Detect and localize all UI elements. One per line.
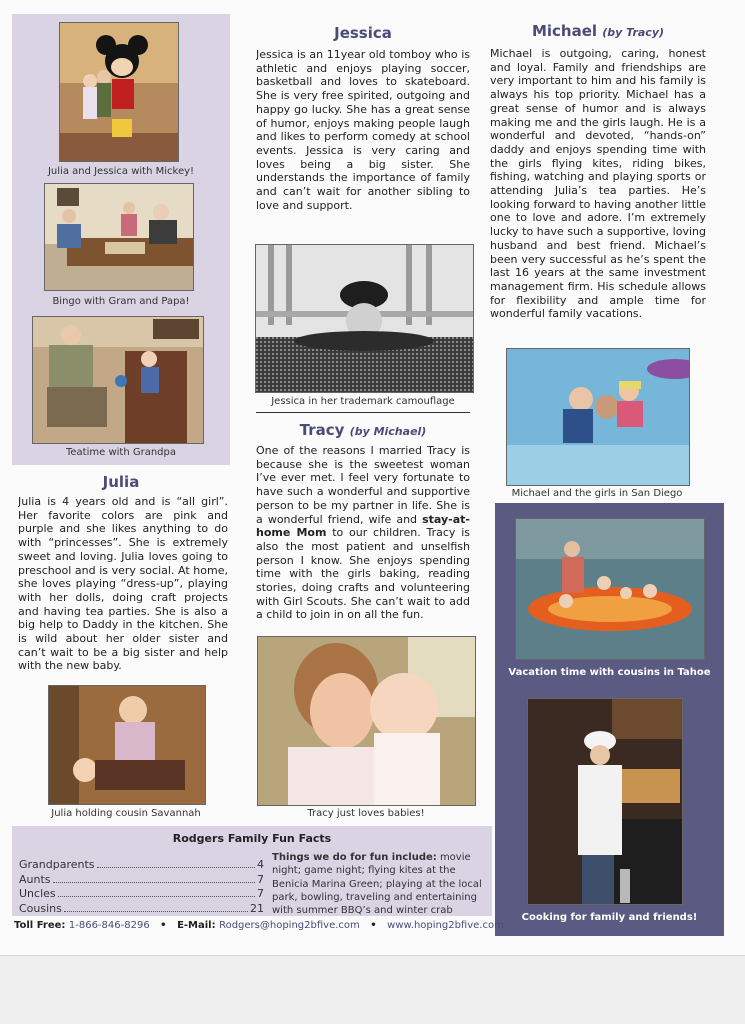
fact-cousins [19, 902, 264, 917]
fun-activities-label: Things we do for fun include: [272, 852, 437, 863]
photo-san-diego [506, 348, 690, 486]
julia-savannah-caption: Julia holding cousin Savannah [51, 808, 201, 819]
san-diego-caption: Michael and the girls in San Diego [511, 488, 683, 499]
leader-dots [97, 867, 255, 868]
divider-rule [256, 412, 470, 413]
tracy-byline: (by Michael) [349, 425, 427, 438]
michael-text: Michael is outgoing, caring, honest and loyal. Family and friendships are very important to him and his family is always his top priority. Michael has a great sense of humor and is always making me and the girls laugh. He is a wonderful and devoted, “hands-on” daddy and enjoys spending time with the girls flying kites, riding bikes, fishing, watching and playing sports or attending Julia’s tea parties. He’s looking forward to having another little one to love and adore. I’m extremely lucky to have such a supportive, loving husband and best friend. Michael’s been very successful as he’s spent the last 16 years at the same investment management firm. His schedule allows for flexibility and ample time for wonderful family vacations. [490, 47, 706, 321]
footer-separator: • [370, 920, 377, 931]
photo-tracy-baby [257, 636, 476, 806]
julia-text: Julia is 4 years old and is “all girl”. Her favorite colors are pink and purple and she likes anything to do with “princesses”. She is extremely sweet and loving. Julia loves going to preschool and is very social. At home, she loves playing “dress-up”, playing with her dolls, doing craft projects and having tea parties. She is also a big help to Daddy in the kitchen. She is wild about her older sister and can’t wait to be a big sister and help with the new baby. [18, 495, 228, 673]
fact-label: Cousins [19, 901, 62, 915]
fun-activities-text: movie night; game night; flying kites at the Benicia Marina Green; playing at the local park, bowling, traveling and entertaining with summer BBQ’s and winter crab [272, 852, 482, 915]
cooking-caption: Cooking for family and friends! [521, 912, 698, 923]
tahoe-caption: Vacation time with cousins in Tahoe [508, 667, 711, 678]
photo-teatime [32, 316, 204, 444]
tracy-photo-caption: Tracy just loves babies! [307, 808, 425, 819]
michael-heading [487, 22, 709, 42]
footer-separator: • [160, 920, 167, 931]
bingo-caption: Bingo with Gram and Papa! [52, 296, 190, 307]
toll-free-label: Toll Free: [14, 920, 66, 931]
fact-value: 21 [250, 901, 264, 915]
tracy-name: Tracy [299, 421, 345, 439]
fact-aunts [19, 873, 264, 888]
leader-dots [53, 882, 255, 883]
fact-uncles [19, 887, 264, 902]
fact-value: 7 [257, 872, 264, 886]
tracy-text-part1: One of the reasons I married Tracy is because she is the sweetest woman I’ve ever met. I feel very fortunate to have such a wonderful and supportive person to be my partner in life. She is a wonderful friend, wife and [256, 444, 470, 526]
email-label: E-Mail: [177, 920, 216, 931]
photo-jessica [255, 244, 474, 393]
photo-tahoe [515, 518, 705, 660]
leader-dots [58, 896, 255, 897]
michael-byline: (by Tracy) [602, 26, 665, 39]
fact-value: 4 [257, 858, 264, 871]
jessica-photo-caption: Jessica in her trademark camouflage [271, 396, 455, 407]
fact-label: Uncles [19, 887, 56, 900]
jessica-heading: Jessica [334, 24, 392, 42]
contact-footer [14, 920, 504, 931]
toll-free-number[interactable]: 1-866-846-8296 [68, 920, 150, 931]
julia-heading: Julia [102, 473, 140, 491]
website-link[interactable]: www.hoping2bfive.com [387, 920, 504, 931]
michael-name: Michael [531, 22, 598, 40]
tracy-text [256, 444, 470, 628]
teatime-caption: Teatime with Grandpa [65, 447, 176, 458]
fact-value: 7 [257, 887, 264, 900]
photo-julia-savannah [48, 685, 206, 805]
photo-bingo [44, 183, 194, 291]
leader-dots [64, 911, 248, 912]
jessica-text: Jessica is an 11year old tomboy who is athletic and enjoys playing soccer, basketball and loves to skateboard. She is very free spirited, outgoing and happy go lucky. She has a great sense of humor, enjoys making people laugh and likes to perform comedy at school events. Jessica is very caring and loves being a big sister. She understands the importance of family and can’t wait for another sibling to love and support. [256, 48, 470, 212]
fact-grandparents [19, 858, 264, 873]
photo-cooking [527, 698, 683, 905]
fact-label: Aunts [19, 872, 51, 886]
tracy-text-part2: to our children. Tracy is also the most patient and unselfish person I know. She enjoys spending time with the girls baking, reading stories, doing crafts and volunteering with Girl Scouts. She can’t wait to add a child to join in on all the fun. [256, 526, 470, 622]
fact-label: Grandparents [19, 858, 95, 871]
mickey-caption: Julia and Jessica with Mickey! [47, 166, 195, 177]
fun-facts-list [19, 858, 264, 916]
tracy-heading [254, 421, 472, 441]
fun-facts-title: Rodgers Family Fun Facts [172, 832, 332, 845]
email-link[interactable]: Rodgers@hoping2bfive.com [219, 920, 360, 931]
fun-activities [272, 851, 486, 915]
tracy-text-bold: stay-at-home Mom [256, 512, 470, 540]
photo-mickey [59, 22, 179, 162]
